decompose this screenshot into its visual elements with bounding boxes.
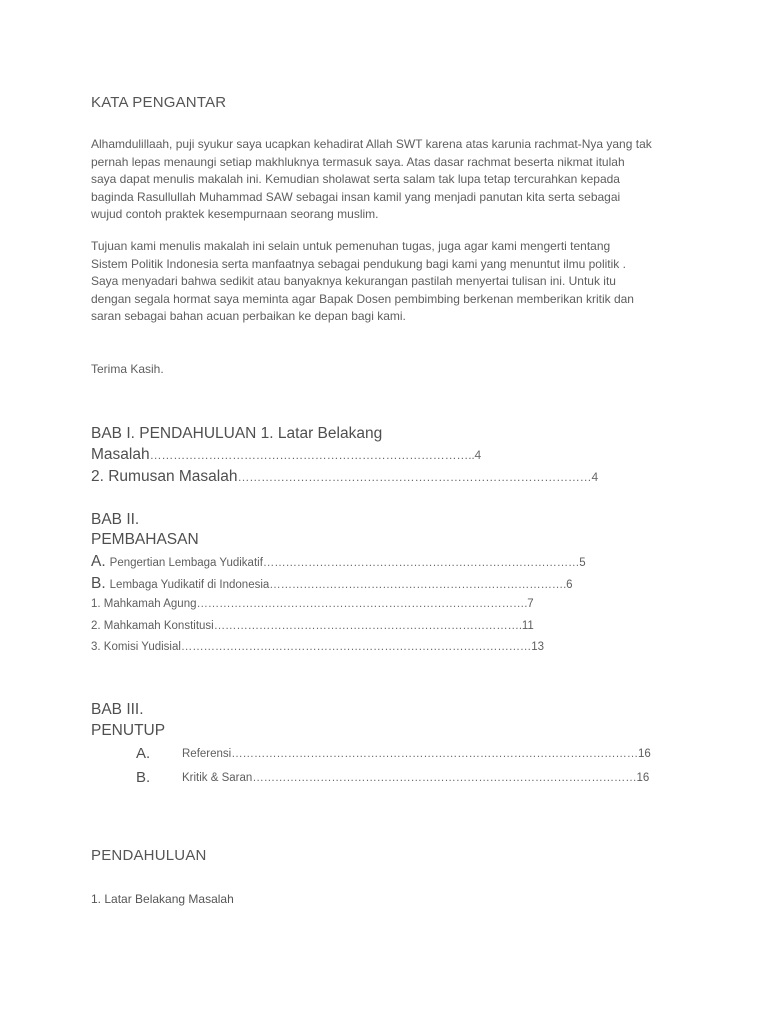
toc-bab2-heading: BAB II.: [91, 511, 140, 528]
toc-entry-label: Masalah: [91, 446, 150, 463]
toc-item-letter: A.: [91, 553, 106, 570]
toc-entry-label: 1. Mahkamah Agung: [91, 598, 197, 610]
paragraph-line: baginda Rasullullah Muhammad SAW sebagai insan kamil yang menjadi panutan kita serta sebagai: [91, 189, 621, 204]
toc-entry-label: Pengertian Lembaga Yudikatif: [109, 557, 263, 569]
toc-bab3-heading: BAB III.: [91, 701, 144, 718]
page-title: KATA PENGANTAR: [91, 94, 227, 111]
section-heading: PENDAHULUAN: [91, 847, 207, 864]
toc-entry-mahkamah-agung: [91, 598, 534, 610]
toc-leader-dots: …………………………………………………………………………………………: [252, 772, 637, 784]
subsection-heading: 1. Latar Belakang Masalah: [91, 892, 234, 906]
toc-entry-label: 2. Rumusan Masalah: [91, 468, 238, 485]
toc-entry-lembaga: [91, 575, 573, 593]
toc-page-number: 4: [591, 470, 599, 484]
toc-leader-dots: …………………………………………………………………………….: [196, 598, 528, 610]
toc-leader-dots: ……………………………………………………………………….: [213, 620, 522, 632]
toc-bab2-title: PEMBAHASAN: [91, 531, 199, 548]
toc-page-number: 7: [527, 598, 534, 610]
toc-page-number: 4: [474, 448, 482, 462]
paragraph-line: Alhamdulillaah, puji syukur saya ucapkan kehadirat Allah SWT karena atas karunia rachmat-Nya yang tak: [91, 137, 652, 151]
paragraph-line: saran sebagai bahan acuan perbaikan ke depan bagi kami.: [91, 309, 406, 323]
paragraph-intro: [91, 136, 691, 224]
toc-entry-kritik-saran: [182, 772, 649, 784]
toc-entry-rumusan-masalah: [91, 468, 598, 486]
paragraph-line: Tujuan kami menulis makalah ini selain untuk pemenuhan tugas, juga agar kami mengerti tentang: [91, 239, 611, 253]
toc-item-letter: A.: [136, 745, 151, 762]
toc-bab1-heading: BAB I. PENDAHULUAN 1. Latar Belakang: [91, 425, 383, 442]
toc-page-number: 6: [566, 579, 573, 591]
toc-item-letter: B.: [136, 769, 151, 786]
toc-leader-dots: ………………………………………………………………………………: [237, 470, 592, 484]
toc-entry-label: Lembaga Yudikatif di Indonesia: [109, 579, 270, 591]
paragraph-line: saya dapat menulis makalah ini. Kemudian sholawat serta salam tak lupa tetap tercurahkan kepada: [91, 172, 620, 186]
toc-page-number: 5: [579, 557, 586, 569]
paragraph-line: wujud contoh praktek kesempurnaan seorang muslim.: [91, 207, 379, 221]
toc-entry-label: Referensi: [182, 748, 232, 760]
toc-leader-dots: ………………………………………………………………………..: [149, 448, 475, 462]
toc-entry-label: 3. Komisi Yudisial: [91, 641, 181, 653]
toc-leader-dots: …………………………………………………………………………………: [180, 641, 532, 653]
paragraph-line: Saya menyadari bahwa sedikit atau banyaknya kekurangan pastilah menyertai tulisan ini. Untuk itu: [91, 274, 616, 288]
toc-entry-komisi-yudisial: [91, 641, 544, 653]
toc-item-letter: B.: [91, 575, 106, 592]
toc-page-number: 11: [521, 620, 534, 632]
toc-entry-label: 2. Mahkamah Konstitusi: [91, 620, 214, 632]
toc-entry-label: Kritik & Saran: [182, 772, 253, 784]
toc-leader-dots: ………………………………………………………………………………………………: [231, 748, 639, 760]
paragraph-purpose: [91, 238, 691, 326]
toc-bab3-title: PENUTUP: [91, 722, 166, 739]
toc-page-number: 13: [531, 641, 545, 653]
toc-entry-pengertian: [91, 553, 586, 571]
paragraph-line: Sistem Politik Indonesia serta manfaatnya sebagai pendukung bagi kami yang menuntut ilmu politik .: [91, 256, 626, 271]
paragraph-line: dengan segala hormat saya meminta agar Bapak Dosen pembimbing berkenan memberikan kritik dan: [91, 291, 634, 306]
toc-entry-mahkamah-konstitusi: [91, 620, 534, 632]
toc-entry-latar-belakang: [91, 446, 481, 464]
toc-page-number: 16: [638, 748, 651, 760]
paragraph-line: pernah lepas menaungi setiap makhluknya termasuk saya. Atas dasar rachmat beserta nikmat itulah: [91, 154, 625, 169]
toc-page-number: 16: [636, 772, 650, 784]
toc-leader-dots: …………………………………………………………………….: [269, 579, 567, 591]
toc-leader-dots: …………………………………………………………………………: [262, 557, 580, 569]
toc-entry-referensi: [182, 748, 651, 760]
closing-text: Terima Kasih.: [91, 362, 164, 376]
